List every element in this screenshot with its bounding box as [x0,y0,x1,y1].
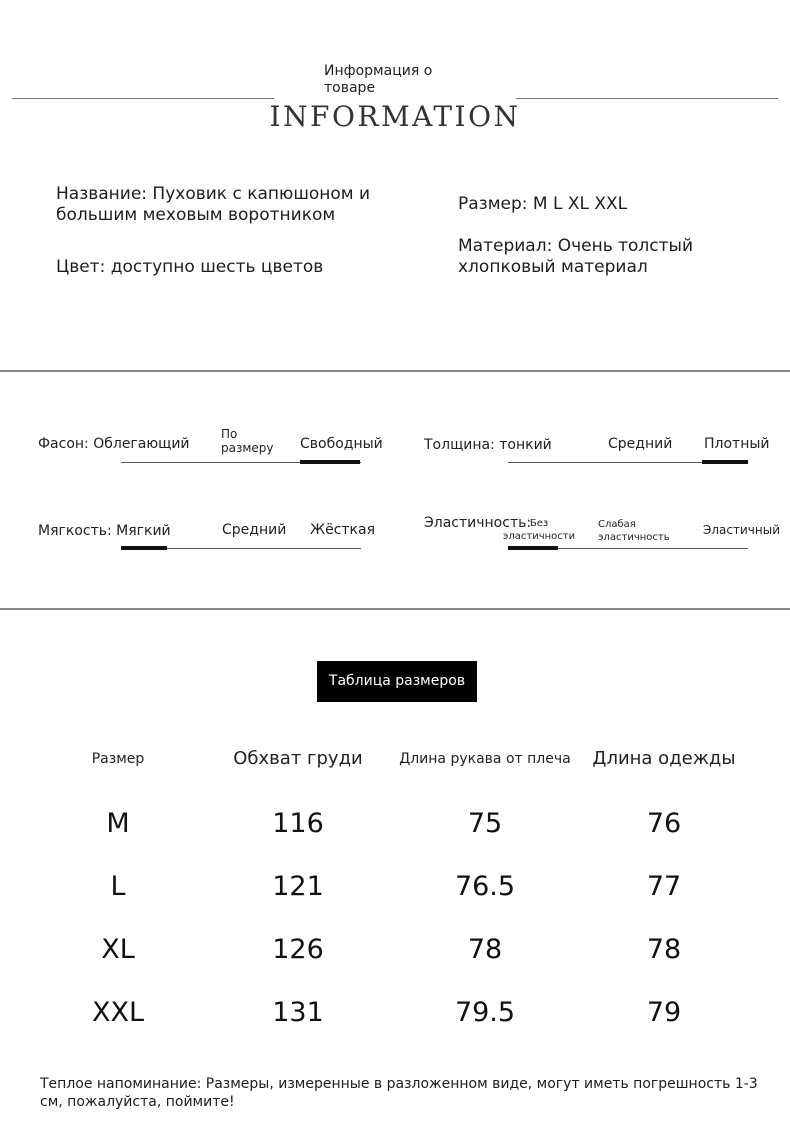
table-cell-sleeve: 75 [467,808,503,839]
table-cell-chest: 131 [272,997,324,1028]
attribute-softness-option: Жёсткая [310,522,376,538]
table-cell-chest: 126 [272,934,324,965]
size-chart-button[interactable]: Таблица размеров [317,661,477,702]
product-color: Цвет: доступно шесть цветов [56,257,324,277]
product-material: Материал: Очень толстый хлопковый материал [458,236,694,277]
table-cell-sleeve: 76.5 [454,871,516,902]
measurement-note: Теплое напоминание: Размеры, измеренные в разложенном виде, могут иметь погрешность 1-3 см, пожалуйста, поймите! [40,1076,758,1110]
column-header-chest: Обхват груди [233,748,363,769]
table-cell-length: 77 [646,871,682,902]
section-divider [0,608,790,610]
attribute-elasticity-label: Эластичность: [424,515,532,531]
attribute-elasticity-option: Эластичный [703,523,780,537]
attribute-fit-option: Свободный [300,436,383,452]
page-title: INFORMATION [269,100,521,133]
attribute-softness-label: Мягкость: Мягкий [38,523,171,539]
table-cell-chest: 116 [272,808,324,839]
column-header-length: Длина одежды [592,748,736,769]
attribute-thickness-option: Средний [608,436,673,452]
table-cell-length: 76 [646,808,682,839]
section-divider [0,370,790,372]
table-cell-sleeve: 79.5 [454,997,516,1028]
attribute-softness-indicator [121,546,167,550]
attribute-softness-option: Средний [222,522,287,538]
attribute-fit-indicator [300,460,360,464]
attribute-thickness-option: Плотный [704,436,770,452]
attribute-fit-label: Фасон: Облегающий [38,436,190,452]
section-subtitle: Информация о товаре [324,63,433,96]
attribute-elasticity-option: Слабая эластичность [598,519,670,543]
attribute-thickness-label: Толщина: тонкий [424,437,552,453]
table-cell-size: M [106,808,130,839]
attribute-elasticity-option: Без эластичности [502,518,576,542]
column-header-size: Размер [91,751,145,767]
product-size: Размер: M L XL XXL [458,194,628,214]
header-rule-right [516,98,778,99]
attribute-fit-option: По размеру [221,427,274,455]
table-cell-size: XXL [91,997,145,1028]
table-cell-sleeve: 78 [467,934,503,965]
column-header-sleeve: Длина рукава от плеча [399,751,571,767]
table-cell-chest: 121 [272,871,324,902]
table-cell-size: L [110,871,126,902]
attribute-thickness-indicator [702,460,748,464]
attribute-elasticity-indicator [508,546,558,550]
product-name: Название: Пуховик с капюшоном и большим меховым воротником [56,184,371,225]
table-cell-length: 78 [646,934,682,965]
table-cell-length: 79 [646,997,682,1028]
table-cell-size: XL [101,934,135,965]
header-rule-left [12,98,274,99]
